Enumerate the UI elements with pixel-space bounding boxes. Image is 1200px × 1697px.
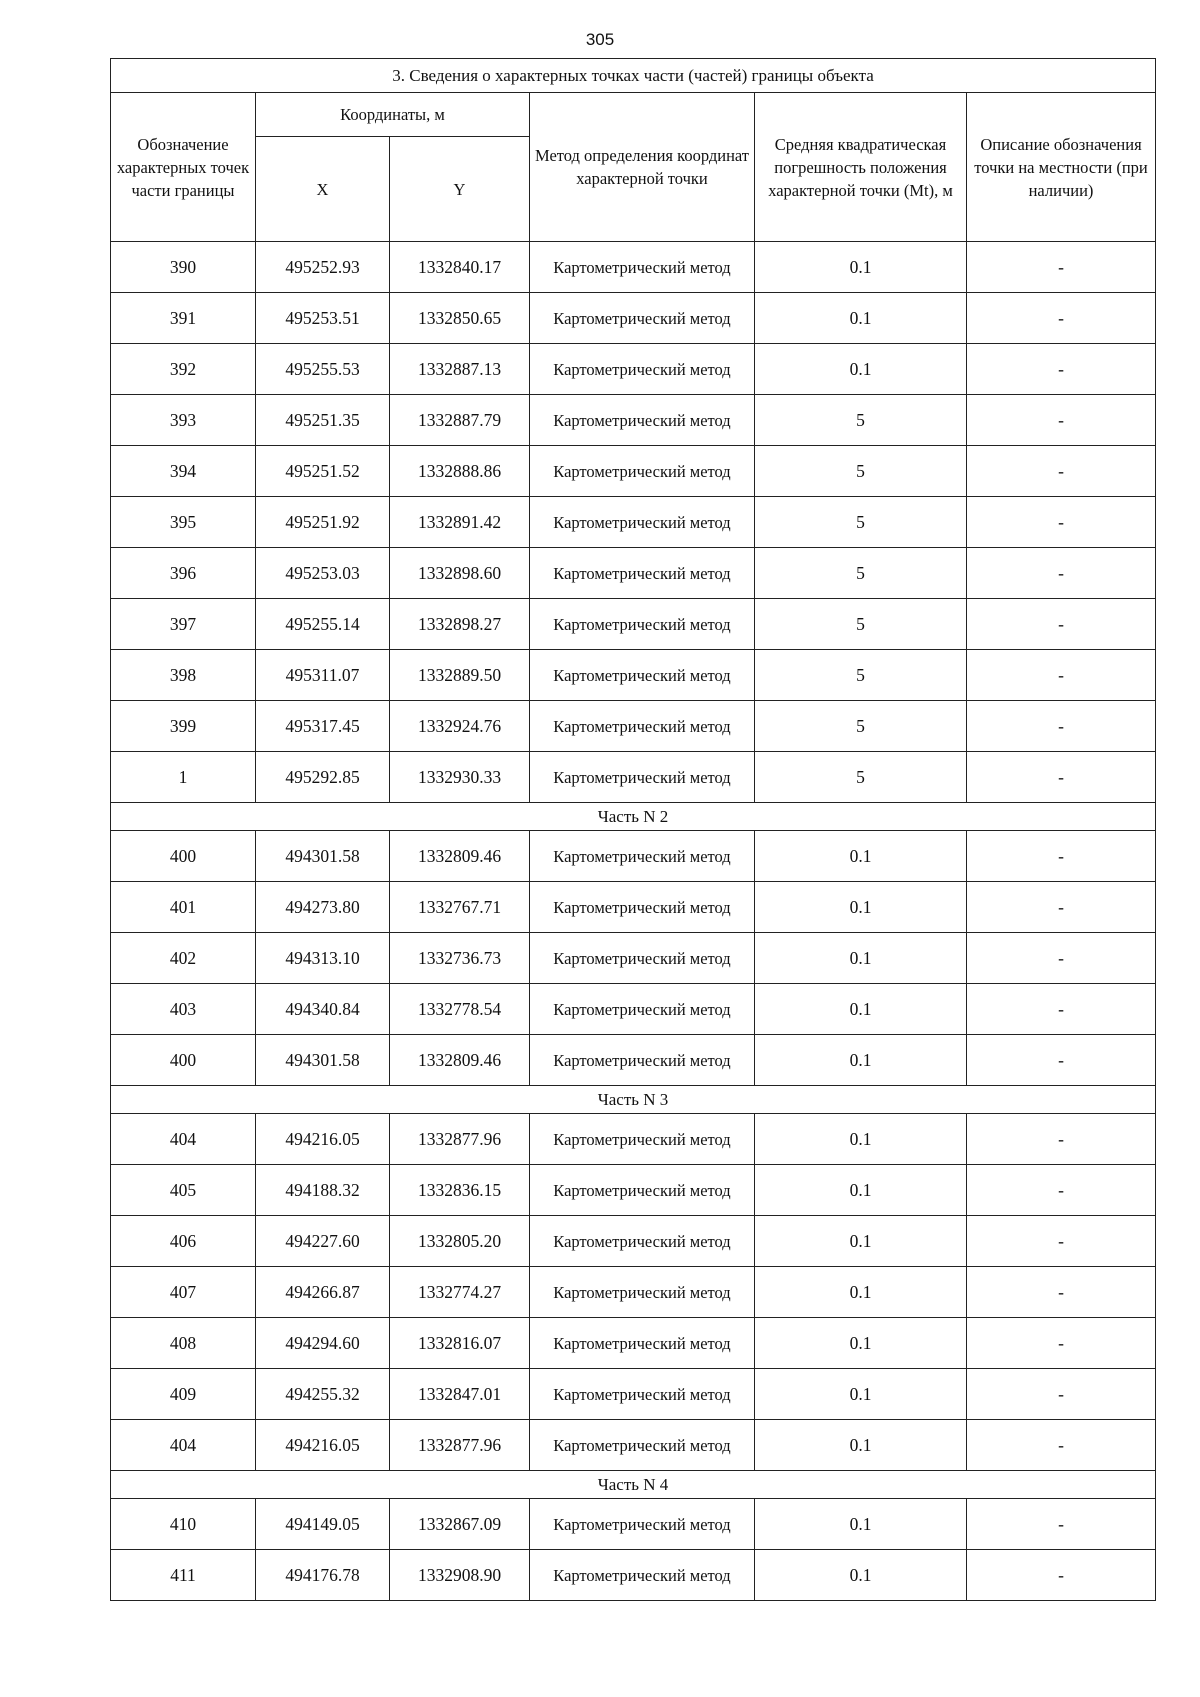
accuracy-cell: 0.1	[755, 831, 967, 882]
description-cell: -	[967, 1499, 1156, 1550]
y-coordinate-cell: 1332840.17	[390, 242, 530, 293]
method-cell: Картометрический метод	[530, 344, 755, 395]
table-row	[111, 1550, 1156, 1601]
accuracy-cell: 0.1	[755, 1550, 967, 1601]
point-id-cell: 402	[111, 933, 256, 984]
description-cell: -	[967, 1165, 1156, 1216]
point-id-cell: 391	[111, 293, 256, 344]
method-cell: Картометрический метод	[530, 395, 755, 446]
y-coordinate-cell: 1332887.79	[390, 395, 530, 446]
description-cell: -	[967, 701, 1156, 752]
accuracy-cell: 0.1	[755, 1499, 967, 1550]
table-row	[111, 650, 1156, 701]
y-coordinate-cell: 1332850.65	[390, 293, 530, 344]
table-row	[111, 1114, 1156, 1165]
x-coordinate-cell: 494301.58	[256, 1035, 390, 1086]
method-cell: Картометрический метод	[530, 293, 755, 344]
boundary-points-table	[110, 58, 1156, 1601]
point-id-cell: 392	[111, 344, 256, 395]
accuracy-cell: 0.1	[755, 1369, 967, 1420]
table-row	[111, 1035, 1156, 1086]
point-id-cell: 390	[111, 242, 256, 293]
table-row	[111, 446, 1156, 497]
table-row	[111, 599, 1156, 650]
accuracy-cell: 5	[755, 548, 967, 599]
description-cell: -	[967, 599, 1156, 650]
point-id-cell: 393	[111, 395, 256, 446]
x-coordinate-cell: 495252.93	[256, 242, 390, 293]
description-cell: -	[967, 548, 1156, 599]
description-cell: -	[967, 293, 1156, 344]
description-cell: -	[967, 831, 1156, 882]
accuracy-cell: 0.1	[755, 344, 967, 395]
accuracy-cell: 0.1	[755, 293, 967, 344]
method-cell: Картометрический метод	[530, 831, 755, 882]
x-coordinate-cell: 495317.45	[256, 701, 390, 752]
description-cell: -	[967, 1318, 1156, 1369]
point-id-cell: 408	[111, 1318, 256, 1369]
accuracy-cell: 5	[755, 446, 967, 497]
table-row	[111, 1318, 1156, 1369]
x-coordinate-cell: 494301.58	[256, 831, 390, 882]
description-cell: -	[967, 933, 1156, 984]
y-coordinate-cell: 1332778.54	[390, 984, 530, 1035]
method-cell: Картометрический метод	[530, 1499, 755, 1550]
method-cell: Картометрический метод	[530, 446, 755, 497]
point-id-cell: 394	[111, 446, 256, 497]
description-cell: -	[967, 984, 1156, 1035]
x-coordinate-cell: 495255.53	[256, 344, 390, 395]
x-coordinate-cell: 494255.32	[256, 1369, 390, 1420]
y-coordinate-cell: 1332889.50	[390, 650, 530, 701]
method-cell: Картометрический метод	[530, 1420, 755, 1471]
x-coordinate-cell: 495311.07	[256, 650, 390, 701]
y-coordinate-cell: 1332836.15	[390, 1165, 530, 1216]
accuracy-cell: 5	[755, 395, 967, 446]
y-coordinate-cell: 1332877.96	[390, 1420, 530, 1471]
description-cell: -	[967, 1035, 1156, 1086]
table-body	[111, 242, 1156, 1601]
method-cell: Картометрический метод	[530, 933, 755, 984]
accuracy-cell: 0.1	[755, 1318, 967, 1369]
method-cell: Картометрический метод	[530, 599, 755, 650]
y-coordinate-cell: 1332847.01	[390, 1369, 530, 1420]
point-id-cell: 401	[111, 882, 256, 933]
table-row	[111, 984, 1156, 1035]
y-coordinate-cell: 1332867.09	[390, 1499, 530, 1550]
x-coordinate-cell: 495253.51	[256, 293, 390, 344]
accuracy-cell: 0.1	[755, 1267, 967, 1318]
point-id-cell: 396	[111, 548, 256, 599]
point-id-cell: 409	[111, 1369, 256, 1420]
table-row	[111, 1420, 1156, 1471]
y-coordinate-cell: 1332805.20	[390, 1216, 530, 1267]
point-id-cell: 410	[111, 1499, 256, 1550]
accuracy-cell: 0.1	[755, 1420, 967, 1471]
description-cell: -	[967, 882, 1156, 933]
table-row	[111, 1216, 1156, 1267]
description-cell: -	[967, 344, 1156, 395]
accuracy-cell: 0.1	[755, 882, 967, 933]
table-row	[111, 497, 1156, 548]
table-row	[111, 242, 1156, 293]
method-cell: Картометрический метод	[530, 752, 755, 803]
accuracy-cell: 0.1	[755, 242, 967, 293]
description-cell: -	[967, 1420, 1156, 1471]
header-method: Метод определения координат характерной точки	[530, 93, 755, 242]
table-row	[111, 1499, 1156, 1550]
x-coordinate-cell: 494176.78	[256, 1550, 390, 1601]
x-coordinate-cell: 494227.60	[256, 1216, 390, 1267]
x-coordinate-cell: 495292.85	[256, 752, 390, 803]
header-y: Y	[390, 137, 530, 242]
method-cell: Картометрический метод	[530, 650, 755, 701]
x-coordinate-cell: 494294.60	[256, 1318, 390, 1369]
accuracy-cell: 5	[755, 497, 967, 548]
header-designation: Обозначение характерных точек части границы	[111, 93, 256, 242]
y-coordinate-cell: 1332891.42	[390, 497, 530, 548]
y-coordinate-cell: 1332767.71	[390, 882, 530, 933]
y-coordinate-cell: 1332924.76	[390, 701, 530, 752]
x-coordinate-cell: 495251.35	[256, 395, 390, 446]
description-cell: -	[967, 1267, 1156, 1318]
table-row	[111, 293, 1156, 344]
description-cell: -	[967, 395, 1156, 446]
table-row	[111, 1165, 1156, 1216]
header-description: Описание обозначения точки на местности (при наличии)	[967, 93, 1156, 242]
method-cell: Картометрический метод	[530, 1165, 755, 1216]
method-cell: Картометрический метод	[530, 1369, 755, 1420]
description-cell: -	[967, 1550, 1156, 1601]
x-coordinate-cell: 494273.80	[256, 882, 390, 933]
y-coordinate-cell: 1332898.27	[390, 599, 530, 650]
x-coordinate-cell: 495253.03	[256, 548, 390, 599]
point-id-cell: 398	[111, 650, 256, 701]
header-accuracy: Средняя квадратическая погрешность положения характерной точки (Mt), м	[755, 93, 967, 242]
method-cell: Картометрический метод	[530, 1216, 755, 1267]
x-coordinate-cell: 494188.32	[256, 1165, 390, 1216]
accuracy-cell: 0.1	[755, 933, 967, 984]
x-coordinate-cell: 494216.05	[256, 1420, 390, 1471]
y-coordinate-cell: 1332877.96	[390, 1114, 530, 1165]
accuracy-cell: 0.1	[755, 984, 967, 1035]
x-coordinate-cell: 495251.52	[256, 446, 390, 497]
description-cell: -	[967, 497, 1156, 548]
method-cell: Картометрический метод	[530, 1267, 755, 1318]
x-coordinate-cell: 494216.05	[256, 1114, 390, 1165]
method-cell: Картометрический метод	[530, 548, 755, 599]
point-id-cell: 395	[111, 497, 256, 548]
page-number: 305	[585, 30, 615, 49]
table-row	[111, 395, 1156, 446]
y-coordinate-cell: 1332908.90	[390, 1550, 530, 1601]
section-header-row	[111, 803, 1156, 831]
y-coordinate-cell: 1332809.46	[390, 831, 530, 882]
x-coordinate-cell: 495255.14	[256, 599, 390, 650]
point-id-cell: 406	[111, 1216, 256, 1267]
section-header-row	[111, 1471, 1156, 1499]
point-id-cell: 397	[111, 599, 256, 650]
description-cell: -	[967, 1114, 1156, 1165]
table-title-row	[111, 59, 1156, 93]
table-row	[111, 1369, 1156, 1420]
accuracy-cell: 0.1	[755, 1114, 967, 1165]
point-id-cell: 411	[111, 1550, 256, 1601]
table-row	[111, 882, 1156, 933]
table-row	[111, 548, 1156, 599]
x-coordinate-cell: 495251.92	[256, 497, 390, 548]
x-coordinate-cell: 494313.10	[256, 933, 390, 984]
y-coordinate-cell: 1332809.46	[390, 1035, 530, 1086]
method-cell: Картометрический метод	[530, 882, 755, 933]
point-id-cell: 1	[111, 752, 256, 803]
accuracy-cell: 5	[755, 650, 967, 701]
accuracy-cell: 5	[755, 752, 967, 803]
description-cell: -	[967, 752, 1156, 803]
point-id-cell: 407	[111, 1267, 256, 1318]
method-cell: Картометрический метод	[530, 1035, 755, 1086]
table-row	[111, 701, 1156, 752]
accuracy-cell: 5	[755, 599, 967, 650]
table-row	[111, 1267, 1156, 1318]
y-coordinate-cell: 1332888.86	[390, 446, 530, 497]
point-id-cell: 405	[111, 1165, 256, 1216]
accuracy-cell: 0.1	[755, 1035, 967, 1086]
description-cell: -	[967, 650, 1156, 701]
section-label: Часть N 2	[111, 803, 1156, 831]
point-id-cell: 404	[111, 1114, 256, 1165]
section-label: Часть N 3	[111, 1086, 1156, 1114]
description-cell: -	[967, 242, 1156, 293]
header-x: X	[256, 137, 390, 242]
method-cell: Картометрический метод	[530, 984, 755, 1035]
y-coordinate-cell: 1332816.07	[390, 1318, 530, 1369]
description-cell: -	[967, 1369, 1156, 1420]
y-coordinate-cell: 1332774.27	[390, 1267, 530, 1318]
method-cell: Картометрический метод	[530, 242, 755, 293]
accuracy-cell: 0.1	[755, 1216, 967, 1267]
x-coordinate-cell: 494266.87	[256, 1267, 390, 1318]
y-coordinate-cell: 1332887.13	[390, 344, 530, 395]
section-label: Часть N 4	[111, 1471, 1156, 1499]
header-coordinates: Координаты, м	[256, 93, 530, 137]
method-cell: Картометрический метод	[530, 1318, 755, 1369]
table-row	[111, 752, 1156, 803]
method-cell: Картометрический метод	[530, 701, 755, 752]
point-id-cell: 400	[111, 831, 256, 882]
x-coordinate-cell: 494340.84	[256, 984, 390, 1035]
method-cell: Картометрический метод	[530, 497, 755, 548]
point-id-cell: 403	[111, 984, 256, 1035]
description-cell: -	[967, 1216, 1156, 1267]
y-coordinate-cell: 1332736.73	[390, 933, 530, 984]
point-id-cell: 399	[111, 701, 256, 752]
table-row	[111, 344, 1156, 395]
point-id-cell: 404	[111, 1420, 256, 1471]
description-cell: -	[967, 446, 1156, 497]
method-cell: Картометрический метод	[530, 1550, 755, 1601]
x-coordinate-cell: 494149.05	[256, 1499, 390, 1550]
method-cell: Картометрический метод	[530, 1114, 755, 1165]
table-row	[111, 831, 1156, 882]
y-coordinate-cell: 1332898.60	[390, 548, 530, 599]
point-id-cell: 400	[111, 1035, 256, 1086]
table-row	[111, 933, 1156, 984]
accuracy-cell: 5	[755, 701, 967, 752]
accuracy-cell: 0.1	[755, 1165, 967, 1216]
section-header-row	[111, 1086, 1156, 1114]
table-title: 3. Сведения о характерных точках части (частей) границы объекта	[111, 59, 1156, 93]
header-row-top	[111, 93, 1156, 137]
y-coordinate-cell: 1332930.33	[390, 752, 530, 803]
